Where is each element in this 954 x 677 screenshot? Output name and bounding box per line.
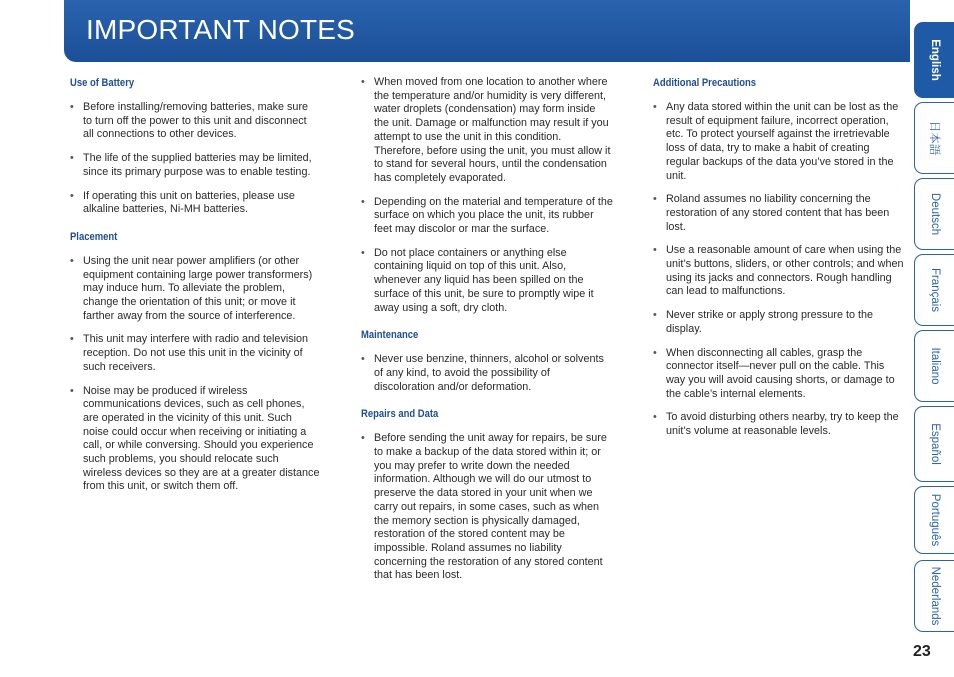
tab-deutsch[interactable]: Deutsch — [914, 178, 954, 250]
list-item: • Never strike or apply strong pressure to the display. — [653, 309, 874, 335]
list-item: • Before sending the unit away for repairs, be sure to make a backup of the data stored within it; or you may prefer to write down the needed information. Although we will do our utmost to preserve the data stored in your unit when we carry out repairs, in some cases, such as when the memory section is physically damaged, restoration of the stored content may be impossible. Roland assumes no liability concerning the restoration of any stored content that has been lost. — [361, 432, 607, 582]
list-item: • Do not place containers or anything else containing liquid on top of this unit. Also, whenever any liquid has been spilled on the surface of this unit, be sure to promptly wipe it away using a soft, dry cloth. — [361, 246, 594, 314]
list-item: • Noise may be produced if wireless communications devices, such as cell phones, are operated in the vicinity of this unit. Such noise could occur when receiving or initiating a call, or while conversing. Should you experience such problems, you should relocate such wireless devices so they are at a greater distance from this unit, or switch them off. — [70, 384, 320, 493]
tab-portugues[interactable]: Português — [914, 486, 954, 554]
tab-japanese[interactable]: 日本語 — [914, 102, 954, 174]
list-additional-precautions — [653, 101, 905, 439]
list-repairs — [361, 432, 613, 583]
tab-espanol[interactable]: Español — [914, 406, 954, 482]
tab-francais[interactable]: Français — [914, 254, 954, 326]
list-item: • Using the unit near power amplifiers (or other equipment containing large power transformers) may induce hum. To alleviate the problem, change the orientation of this unit; or move it farther away from the source of interference. — [70, 254, 313, 322]
list-item: • Before installing/removing batteries, make sure to turn off the power to this unit and disconnect all connections to other devices. — [70, 101, 309, 141]
list-item: • Depending on the material and temperature of the surface on which you place the unit, its rubber feet may discolor or mar the surface. — [361, 195, 613, 236]
page-title: IMPORTANT NOTES — [86, 14, 356, 45]
list-item: • Roland assumes no liability concerning the restoration of any stored content that has been lost. — [653, 193, 890, 233]
section-heading-maintenance: Maintenance — [361, 329, 419, 342]
list-item: • Never use benzine, thinners, alcohol or solvents of any kind, to avoid the possibility of discoloration and/or deformation. — [361, 353, 604, 393]
list-item: • When disconnecting all cables, grasp the connector itself—never pull on the cable. This way you will avoid causing shorts, or damage to the cable’s internal elements. — [653, 346, 895, 400]
list-item: • Any data stored within the unit can be lost as the result of equipment failure, incorrect operation, etc. To protect yourself against the irretrievable loss of data, try to make a habit of creating regular backups of the data you’ve stored in the unit. — [653, 101, 899, 182]
column-1 — [70, 76, 320, 507]
section-heading-repairs: Repairs and Data — [361, 408, 439, 421]
section-heading-additional-precautions: Additional Precautions — [653, 77, 757, 89]
list-maintenance — [361, 353, 613, 394]
page-number: 23 — [913, 643, 931, 660]
list-item: • The life of the supplied batteries may be limited, since its primary purpose was to enable testing. — [70, 152, 312, 178]
list-placement-continued — [361, 76, 613, 315]
tab-nederlands[interactable]: Nederlands — [914, 560, 954, 632]
column-3 — [653, 76, 905, 452]
tab-english[interactable]: English — [914, 22, 954, 98]
list-item: • Use a reasonable amount of care when using the unit’s buttons, sliders, or other controls; and when using its jacks and connectors. Rough handling can lead to malfunctions. — [653, 244, 904, 298]
section-heading-placement: Placement — [70, 230, 118, 243]
section-heading-battery: Use of Battery — [70, 77, 135, 89]
column-2 — [361, 76, 613, 596]
list-item: • If operating this unit on batteries, please use alkaline batteries, Ni-MH batteries. — [70, 189, 295, 216]
page-header — [64, 0, 910, 62]
tab-italiano[interactable]: Italiano — [914, 330, 954, 402]
list-item: • To avoid disturbing others nearby, try to keep the unit’s volume at reasonable levels. — [653, 411, 899, 438]
list-item: • This unit may interfere with radio and television reception. Do not use this unit in the vicinity of such receivers. — [70, 333, 309, 373]
list-placement — [70, 255, 320, 494]
list-item: • When moved from one location to another where the temperature and/or humidity is very different, water droplets (condensation) may form inside the unit. Damage or malfunction may result if you attempt to use the unit in this condition. Therefore, before using the unit, you must allow it to stand for several hours, until the condensation has completely evaporated. — [361, 76, 611, 184]
list-battery — [70, 101, 320, 217]
